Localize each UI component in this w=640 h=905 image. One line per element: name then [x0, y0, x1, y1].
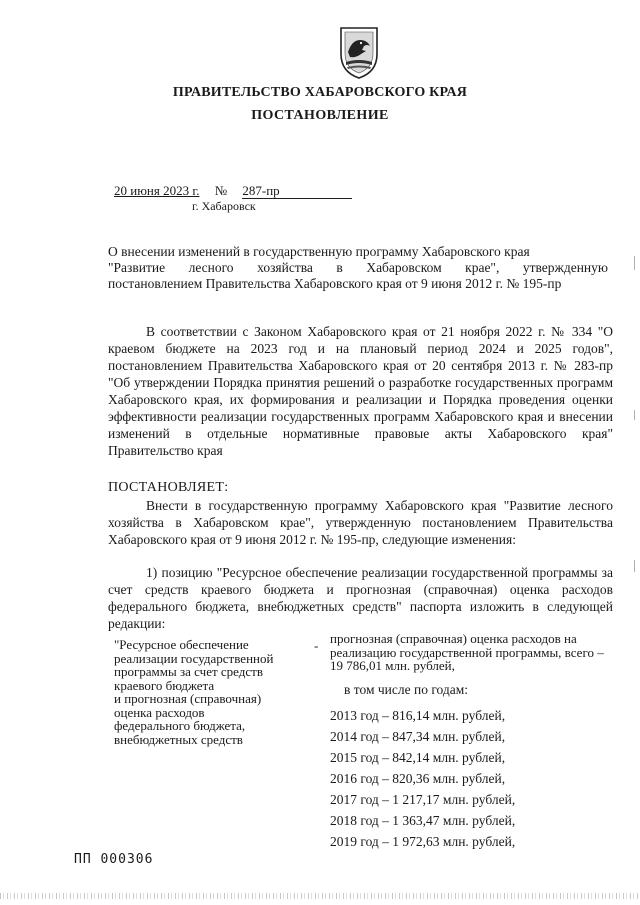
funding-by-years	[330, 682, 515, 852]
year-funding-item: 2015 год – 842,14 млн. рублей,	[330, 750, 506, 765]
scan-edge-noise	[0, 893, 640, 899]
document-subject	[108, 244, 608, 292]
position-label-line: краевого бюджета	[114, 677, 215, 693]
scan-edge-mark	[634, 410, 635, 420]
position-dash: -	[314, 638, 319, 653]
scan-edge-mark	[634, 256, 635, 270]
subject-line: "Развитие лесного хозяйства в Хабаровском крае", утвержденную	[108, 260, 608, 275]
passport-position-label	[114, 638, 300, 746]
year-funding-item: 2018 год – 1 363,47 млн. рублей,	[330, 813, 516, 828]
date-number-line	[114, 183, 352, 199]
by-years-label: в том числе по годам:	[344, 682, 469, 697]
position-label-line: программы за счет средств	[114, 664, 263, 679]
year-funding-item: 2016 год – 820,36 млн. рублей,	[330, 771, 506, 786]
position-label-line: оценка расходов	[114, 704, 205, 720]
amendment-paragraph: Внести в государственную программу Хабаровского края "Развитие лесного хозяйства в Хабаровском крае", утвержденную постановлением Правительства Хабаровского края от 9 июня 2012 г. № 195-пр, следующие изменения:	[108, 498, 613, 547]
year-funding-item: 2014 год – 847,34 млн. рублей,	[330, 729, 506, 744]
subject-line: О внесении изменений в государственную программу Хабаровского края	[108, 244, 530, 259]
position-label-line: внебюджетных средств	[114, 731, 243, 747]
position-label-line: "Ресурсное обеспечение	[114, 637, 249, 652]
city: г. Хабаровск	[192, 199, 256, 213]
decree-word: ПОСТАНОВЛЯЕТ:	[108, 480, 229, 495]
year-funding-item: 2013 год – 816,14 млн. рублей,	[330, 708, 506, 723]
preamble-paragraph: В соответствии с Законом Хабаровского края от 21 ноября 2022 г. № 334 "О краевом бюджете на 2023 год и на плановый период 2024 и 2025 годов", постановлением Правительства Хабаровского края от 20 сентября 2013 г. № 283-пр "Об утверждении Порядка принятия решений о разработке государственных программ Хабаровского края, их формирования и реализации и Порядка проведения оценки эффективности реализации государственных программ Хабаровского края и внесении изменений в отдельные нормативные правовые акты Хабаровского края" Правительство края	[108, 324, 613, 458]
coat-of-arms-khabarovsk-icon	[336, 24, 382, 80]
document-number: 287-пр	[242, 184, 352, 199]
funding-total: прогнозная (справочная) оценка расходов на реализацию государственной программы, всего – 19 786,01 млн. рублей,	[330, 631, 604, 673]
number-sign: №	[214, 183, 228, 198]
subject-line: постановлением Правительства Хабаровского края от 9 июня 2012 г. № 195-пр	[108, 276, 562, 291]
year-funding-item: 2017 год – 1 217,17 млн. рублей,	[330, 792, 516, 807]
document-date: 20 июня 2023 г.	[114, 183, 200, 198]
position-label-line: реализации государственной	[114, 650, 274, 666]
year-funding-item: 2019 год – 1 972,63 млн. рублей,	[330, 834, 516, 849]
government-title: ПРАВИТЕЛЬСТВО ХАБАРОВСКОГО КРАЯ	[172, 85, 468, 100]
scan-edge-mark	[634, 560, 635, 572]
document-type: ПОСТАНОВЛЕНИЕ	[251, 108, 389, 123]
position-label-line: и прогнозная (справочная)	[114, 691, 262, 706]
coat-of-arms-emblem	[336, 24, 382, 80]
position-label-line: федерального бюджета,	[114, 718, 246, 733]
form-serial-code: ПП 000306	[74, 852, 154, 867]
item-1-paragraph: 1) позицию "Ресурсное обеспечение реализации государственной программы за счет средств краевого бюджета и прогнозная (справочная) оценка расходов федерального бюджета, внебюджетных средств" паспорта изложить в следующей редакции:	[108, 565, 613, 631]
